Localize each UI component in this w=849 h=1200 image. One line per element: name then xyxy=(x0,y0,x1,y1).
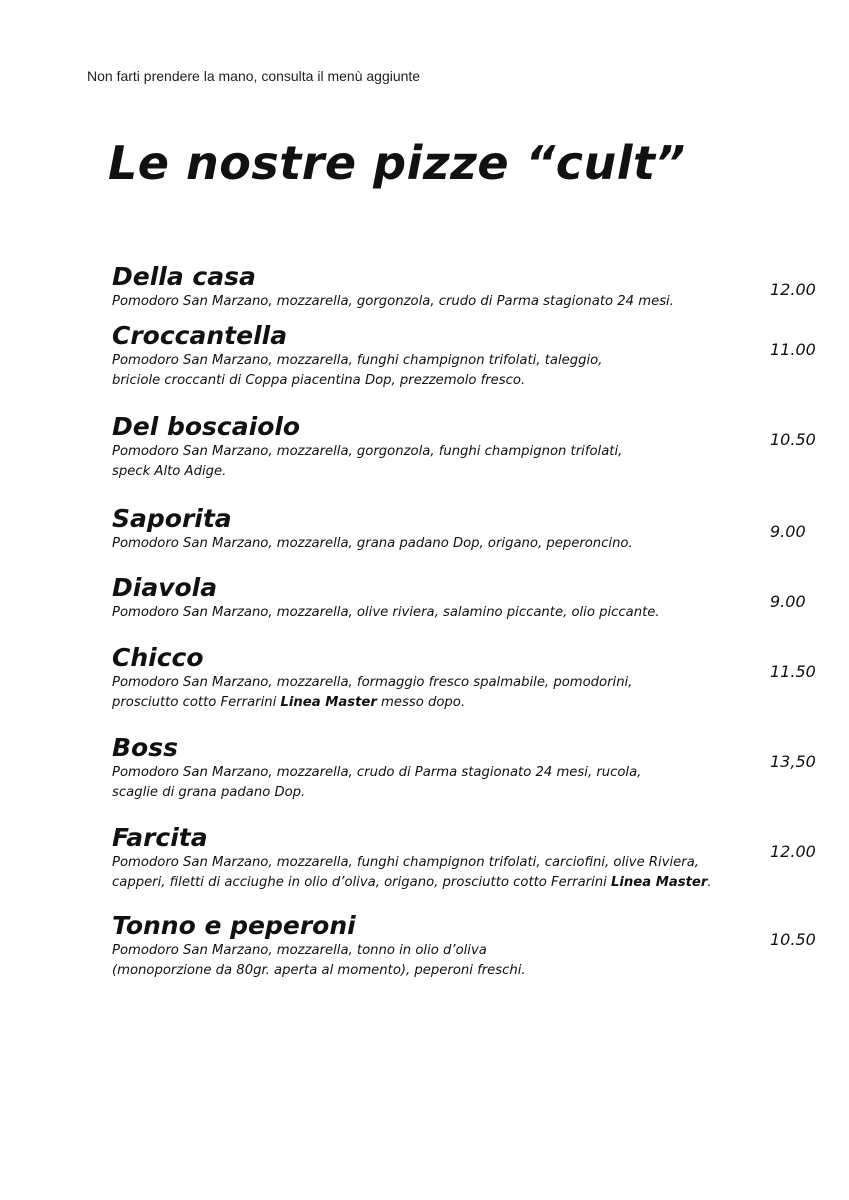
description-text: (monoporzione da 80gr. aperta al momento), peperoni freschi. xyxy=(112,963,526,978)
description-line xyxy=(112,534,772,554)
pizza-description xyxy=(112,763,772,803)
description-text: Pomodoro San Marzano, mozzarella, tonno in olio d’oliva xyxy=(112,943,487,958)
pizza-price: 11.50 xyxy=(770,662,816,681)
pizza-description xyxy=(112,292,772,312)
menu-item xyxy=(112,733,842,803)
brand-highlight: Linea Master xyxy=(610,875,708,890)
description-text: Pomodoro San Marzano, mozzarella, grana padano Dop, origano, peperoncino. xyxy=(112,536,633,551)
description-text: briciole croccanti di Coppa piacentina Dop, prezzemolo fresco. xyxy=(112,373,526,388)
pizza-description xyxy=(112,351,772,391)
pizza-name: Del boscaiolo xyxy=(112,412,301,441)
description-line xyxy=(112,693,772,713)
description-line xyxy=(112,961,772,981)
page-title: Le nostre pizze “cult” xyxy=(108,136,686,190)
menu-item xyxy=(112,412,842,482)
pizza-description xyxy=(112,941,772,981)
description-text: Pomodoro San Marzano, mozzarella, crudo di Parma stagionato 24 mesi, rucola, xyxy=(112,765,642,780)
menu-item xyxy=(112,823,842,893)
pizza-price: 11.00 xyxy=(770,340,816,359)
description-text: speck Alto Adige. xyxy=(112,464,227,479)
description-line xyxy=(112,783,772,803)
pizza-price: 10.50 xyxy=(770,930,816,949)
description-line xyxy=(112,442,772,462)
description-text: Pomodoro San Marzano, mozzarella, gorgonzola, crudo di Parma stagionato 24 mesi. xyxy=(112,294,674,309)
description-text: capperi, filetti di acciughe in olio d’oliva, origano, prosciutto cotto Ferrarini xyxy=(112,875,611,890)
pizza-description xyxy=(112,442,772,482)
description-line xyxy=(112,462,772,482)
description-text: Pomodoro San Marzano, mozzarella, olive riviera, salamino piccante, olio piccante. xyxy=(112,605,660,620)
pizza-description xyxy=(112,673,772,713)
description-line xyxy=(112,371,772,391)
pizza-price: 12.00 xyxy=(770,842,816,861)
menu-item xyxy=(112,262,842,312)
menu-item xyxy=(112,321,842,391)
description-text: Pomodoro San Marzano, mozzarella, funghi champignon trifolati, carciofini, olive Riviera, xyxy=(112,855,699,870)
description-text: scaglie di grana padano Dop. xyxy=(112,785,306,800)
description-line xyxy=(112,873,772,893)
pizza-price: 9.00 xyxy=(770,522,806,541)
pizza-name: Chicco xyxy=(112,643,204,672)
pizza-name: Farcita xyxy=(112,823,208,852)
pizza-name: Boss xyxy=(112,733,178,762)
description-line xyxy=(112,603,772,623)
pizza-price: 9.00 xyxy=(770,592,806,611)
description-line xyxy=(112,853,772,873)
description-line xyxy=(112,351,772,371)
pizza-price: 10.50 xyxy=(770,430,816,449)
pizza-name: Della casa xyxy=(112,262,256,291)
pizza-description xyxy=(112,534,772,554)
description-line xyxy=(112,673,772,693)
menu-item xyxy=(112,504,842,554)
pizza-description xyxy=(112,603,772,623)
description-text: prosciutto cotto Ferrarini xyxy=(112,695,281,710)
description-text: Pomodoro San Marzano, mozzarella, formaggio fresco spalmabile, pomodorini, xyxy=(112,675,633,690)
pizza-name: Tonno e peperoni xyxy=(112,911,356,940)
description-text: Pomodoro San Marzano, mozzarella, gorgonzola, funghi champignon trifolati, xyxy=(112,444,623,459)
description-text: Pomodoro San Marzano, mozzarella, funghi champignon trifolati, taleggio, xyxy=(112,353,603,368)
brand-highlight: Linea Master xyxy=(280,695,377,710)
pizza-price: 13,50 xyxy=(770,752,816,771)
menu-item xyxy=(112,643,842,713)
description-line xyxy=(112,292,772,312)
pizza-price: 12.00 xyxy=(770,280,816,299)
description-line xyxy=(112,941,772,961)
pizza-name: Diavola xyxy=(112,573,218,602)
menu-item xyxy=(112,911,842,981)
menu-item xyxy=(112,573,842,623)
pizza-name: Saporita xyxy=(112,504,232,533)
pizza-name: Croccantella xyxy=(112,321,288,350)
pizza-description xyxy=(112,853,772,893)
description-line xyxy=(112,763,772,783)
description-text: messo dopo. xyxy=(376,695,466,710)
menu-note: Non farti prendere la mano, consulta il menù aggiunte xyxy=(87,68,421,84)
description-text: . xyxy=(707,875,712,890)
